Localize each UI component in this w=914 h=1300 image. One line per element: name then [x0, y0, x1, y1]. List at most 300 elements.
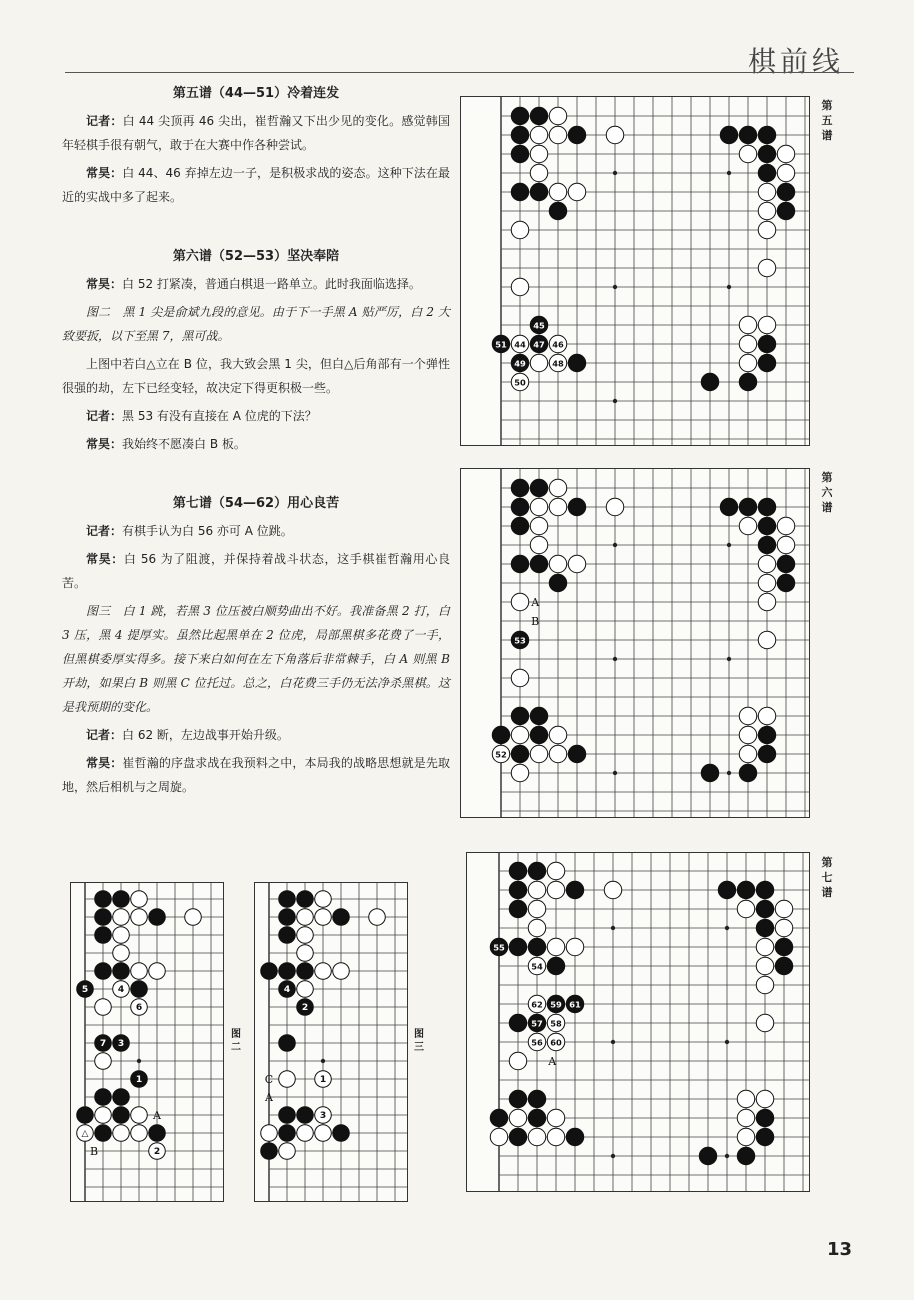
white-stone: [511, 726, 528, 743]
black-stone: [113, 963, 130, 980]
white-stone: [279, 1143, 296, 1160]
white-stone: [511, 373, 528, 390]
svg-text:59: 59: [550, 999, 562, 1010]
black-stone: [528, 938, 545, 955]
white-stone: [737, 900, 754, 917]
black-stone: [530, 707, 547, 724]
white-stone: [297, 1125, 314, 1142]
point-label: A: [153, 1109, 161, 1122]
white-stone: [530, 145, 547, 162]
black-stone: [758, 498, 775, 515]
white-stone: [297, 981, 314, 998]
white-stone: [547, 881, 564, 898]
white-stone: [756, 957, 773, 974]
black-stone: [739, 498, 756, 515]
star-point: [137, 1059, 141, 1063]
white-stone: [95, 1107, 112, 1124]
black-stone: [492, 726, 509, 743]
white-stone: [333, 963, 350, 980]
black-stone: [77, 1107, 94, 1124]
black-stone: [131, 981, 148, 998]
black-stone: [566, 995, 583, 1012]
white-stone: [131, 1125, 148, 1142]
white-stone: [315, 909, 332, 926]
diagram-label: 第六谱: [821, 471, 833, 514]
white-stone: [756, 1014, 773, 1031]
white-stone: [568, 555, 585, 572]
black-stone: [547, 995, 564, 1012]
point-label: A: [265, 1091, 273, 1104]
svg-text:2: 2: [301, 1003, 309, 1014]
svg-text:55: 55: [493, 942, 505, 953]
white-stone: [490, 1128, 507, 1145]
white-stone: [113, 927, 130, 944]
white-stone: [113, 945, 130, 962]
paragraph: 记者：白 62 断，左边战事开始升级。: [86, 728, 289, 742]
white-stone: [777, 517, 794, 534]
paragraph: 记者：有棋手认为白 56 亦可 A 位跳。: [86, 524, 293, 538]
black-stone: [568, 354, 585, 371]
white-stone: [509, 1052, 526, 1069]
black-stone: [530, 183, 547, 200]
go-diagram-fig2: [70, 882, 224, 1202]
white-stone: [777, 536, 794, 553]
svg-text:56: 56: [531, 1037, 543, 1048]
paragraph: 图三 白 1 跳，若黑 3 位压被白顺势曲出不好。我准备黑 2 打，白 3 压，黑 4 提厚实。虽然比起黑单在 2 位虎，局部黑棋多花费了一手，但黑棋委厚实得多。接下来白如何在左下角落后非常棘手，白 A 则黑 B 开劫，如果白 B 则黑 C 位托过。总之，白花费三手仍无法净杀黑棋。这是我预期的变化。: [62, 604, 450, 714]
go-diagram-5: [460, 96, 810, 446]
black-stone: [333, 909, 350, 926]
white-stone: [758, 202, 775, 219]
black-stone: [279, 927, 296, 944]
star-point: [611, 1040, 615, 1044]
black-stone: [739, 373, 756, 390]
white-stone: [549, 745, 566, 762]
black-stone: [758, 726, 775, 743]
point-label: A: [548, 1055, 557, 1068]
white-stone: [131, 999, 148, 1016]
svg-text:47: 47: [533, 339, 545, 350]
white-stone: [739, 517, 756, 534]
white-stone: [149, 1143, 166, 1160]
white-stone: [315, 963, 332, 980]
black-stone: [756, 919, 773, 936]
diagram-label: 第五谱: [821, 99, 833, 142]
point-label: B: [89, 1145, 99, 1158]
white-stone: [606, 498, 623, 515]
white-stone: [547, 1033, 564, 1050]
section-title: 第七谱（54—62）用心良苦: [172, 496, 340, 511]
svg-text:1: 1: [319, 1075, 327, 1086]
white-stone: [528, 1128, 545, 1145]
svg-text:△: △: [81, 1129, 89, 1140]
black-stone: [131, 1071, 148, 1088]
white-stone: [549, 555, 566, 572]
svg-text:1: 1: [135, 1075, 143, 1086]
black-stone: [758, 164, 775, 181]
white-stone: [739, 707, 756, 724]
svg-text:54: 54: [531, 961, 543, 972]
svg-text:57: 57: [531, 1018, 543, 1029]
white-stone: [758, 259, 775, 276]
svg-text:50: 50: [514, 377, 526, 388]
white-stone: [739, 145, 756, 162]
black-stone: [95, 963, 112, 980]
black-stone: [509, 862, 526, 879]
black-stone: [528, 1014, 545, 1031]
article-text: [62, 72, 450, 803]
white-stone: [758, 574, 775, 591]
white-stone: [758, 593, 775, 610]
white-stone: [547, 1109, 564, 1126]
black-stone: [758, 517, 775, 534]
black-stone: [701, 764, 718, 781]
black-stone: [568, 745, 585, 762]
white-stone: [279, 1071, 296, 1088]
black-stone: [490, 938, 507, 955]
black-stone: [95, 891, 112, 908]
svg-text:61: 61: [569, 999, 581, 1010]
black-stone: [528, 1090, 545, 1107]
star-point: [727, 771, 731, 775]
black-stone: [333, 1125, 350, 1142]
black-stone: [511, 107, 528, 124]
star-point: [613, 285, 617, 289]
black-stone: [530, 726, 547, 743]
black-stone: [261, 963, 278, 980]
white-stone: [511, 764, 528, 781]
point-label: C: [264, 1073, 274, 1086]
black-stone: [777, 555, 794, 572]
black-stone: [720, 498, 737, 515]
white-stone: [739, 354, 756, 371]
black-stone: [511, 517, 528, 534]
star-point: [611, 926, 615, 930]
svg-text:51: 51: [495, 339, 507, 350]
white-stone: [530, 745, 547, 762]
white-stone: [549, 126, 566, 143]
white-stone: [511, 278, 528, 295]
black-stone: [511, 354, 528, 371]
black-stone: [775, 957, 792, 974]
white-stone: [549, 354, 566, 371]
black-stone: [279, 981, 296, 998]
white-stone: [113, 981, 130, 998]
black-stone: [566, 1128, 583, 1145]
white-stone: [113, 909, 130, 926]
black-stone: [511, 745, 528, 762]
black-stone: [547, 957, 564, 974]
black-stone: [279, 891, 296, 908]
black-stone: [549, 202, 566, 219]
svg-text:2: 2: [153, 1147, 161, 1158]
point-label: A: [531, 596, 540, 609]
white-stone: [758, 221, 775, 238]
white-stone: [758, 631, 775, 648]
black-stone: [509, 938, 526, 955]
black-stone: [297, 999, 314, 1016]
black-stone: [511, 498, 528, 515]
white-stone: [528, 995, 545, 1012]
white-stone: [549, 498, 566, 515]
svg-text:3: 3: [319, 1111, 327, 1122]
black-stone: [739, 764, 756, 781]
page-number: 13: [826, 1239, 852, 1260]
black-stone: [95, 909, 112, 926]
black-stone: [509, 900, 526, 917]
white-stone: [528, 919, 545, 936]
white-stone: [297, 909, 314, 926]
black-stone: [509, 1090, 526, 1107]
black-stone: [95, 1125, 112, 1142]
black-stone: [758, 354, 775, 371]
white-stone: [511, 593, 528, 610]
white-stone: [528, 881, 545, 898]
star-point: [725, 1040, 729, 1044]
black-stone: [511, 145, 528, 162]
white-stone: [511, 669, 528, 686]
black-stone: [95, 1035, 112, 1052]
white-stone: [369, 909, 386, 926]
paragraph: 常昊：白 56 为了阻渡，并保持着战斗状态，这手棋崔哲瀚用心良苦。: [62, 552, 450, 590]
black-stone: [95, 927, 112, 944]
point-label: B: [264, 1145, 274, 1158]
point-label: B: [531, 615, 540, 628]
white-stone: [511, 221, 528, 238]
section-title: 第五谱（44—51）冷着连发: [172, 86, 340, 101]
black-stone: [549, 574, 566, 591]
white-stone: [509, 1109, 526, 1126]
white-stone: [737, 1090, 754, 1107]
black-stone: [777, 574, 794, 591]
white-stone: [547, 1014, 564, 1031]
black-stone: [511, 479, 528, 496]
white-stone: [549, 726, 566, 743]
black-stone: [113, 1107, 130, 1124]
star-point: [321, 1059, 325, 1063]
black-stone: [777, 183, 794, 200]
white-stone: [315, 1125, 332, 1142]
white-stone: [775, 900, 792, 917]
black-stone: [113, 891, 130, 908]
white-stone: [775, 919, 792, 936]
white-stone: [737, 1109, 754, 1126]
white-stone: [131, 963, 148, 980]
white-stone: [530, 164, 547, 181]
black-stone: [528, 862, 545, 879]
black-stone: [511, 126, 528, 143]
white-stone: [568, 183, 585, 200]
black-stone: [530, 555, 547, 572]
black-stone: [737, 1147, 754, 1164]
black-stone: [758, 126, 775, 143]
star-point: [727, 285, 731, 289]
white-stone: [758, 707, 775, 724]
black-stone: [95, 1089, 112, 1106]
white-stone: [528, 1033, 545, 1050]
black-stone: [297, 891, 314, 908]
black-stone: [509, 881, 526, 898]
black-stone: [279, 1107, 296, 1124]
go-diagram-fig3: [254, 882, 408, 1202]
star-point: [611, 1154, 615, 1158]
star-point: [613, 771, 617, 775]
white-stone: [95, 999, 112, 1016]
white-stone: [297, 927, 314, 944]
black-stone: [511, 555, 528, 572]
svg-text:49: 49: [514, 358, 526, 369]
white-stone: [95, 1053, 112, 1070]
white-stone: [739, 316, 756, 333]
star-point: [613, 399, 617, 403]
black-stone: [530, 479, 547, 496]
black-stone: [279, 1125, 296, 1142]
svg-text:52: 52: [495, 749, 507, 760]
white-stone: [549, 183, 566, 200]
black-stone: [511, 707, 528, 724]
star-point: [727, 171, 731, 175]
white-stone: [315, 891, 332, 908]
black-stone: [279, 963, 296, 980]
white-stone: [777, 164, 794, 181]
white-stone: [530, 354, 547, 371]
white-stone: [131, 891, 148, 908]
svg-text:44: 44: [514, 339, 526, 350]
black-stone: [149, 1125, 166, 1142]
black-stone: [756, 1109, 773, 1126]
svg-text:62: 62: [531, 999, 543, 1010]
white-stone: [149, 963, 166, 980]
white-stone: [511, 335, 528, 352]
white-stone: [315, 1071, 332, 1088]
black-stone: [113, 1089, 130, 1106]
paragraph: 记者：黑 53 有没有直接在 A 位虎的下法？: [86, 409, 317, 423]
star-point: [613, 657, 617, 661]
black-stone: [511, 183, 528, 200]
white-stone: [739, 335, 756, 352]
white-stone: [739, 726, 756, 743]
black-stone: [699, 1147, 716, 1164]
white-stone: [604, 881, 621, 898]
black-stone: [758, 745, 775, 762]
white-stone: [131, 1107, 148, 1124]
black-stone: [279, 1035, 296, 1052]
svg-text:60: 60: [550, 1037, 562, 1048]
black-stone: [756, 900, 773, 917]
paragraph: 记者：白 44 尖顶再 46 尖出，崔哲瀚又下出少见的变化。感觉韩国年轻棋手很有朝气，敢于在大赛中作各种尝试。: [62, 114, 450, 152]
black-stone: [720, 126, 737, 143]
white-stone: [547, 862, 564, 879]
star-point: [727, 543, 731, 547]
white-stone: [739, 745, 756, 762]
star-point: [727, 657, 731, 661]
svg-text:45: 45: [533, 320, 545, 331]
black-stone: [490, 1109, 507, 1126]
figure-label: 图三: [414, 1029, 424, 1053]
black-stone: [530, 316, 547, 333]
paragraph: 图二 黑 1 尖是俞斌九段的意见。由于下一手黑 A 贴严厉，白 2 大致要扳，以下至黑 7，黑可战。: [62, 305, 450, 343]
black-stone: [530, 335, 547, 352]
go-diagram-7: [466, 852, 810, 1192]
white-stone: [549, 107, 566, 124]
black-stone: [718, 881, 735, 898]
svg-text:46: 46: [552, 339, 564, 350]
svg-text:48: 48: [552, 358, 564, 369]
svg-text:3: 3: [117, 1039, 125, 1050]
star-point: [725, 1154, 729, 1158]
paragraph: 常昊：崔哲瀚的序盘求战在我预料之中，本局我的战略思想就是先取地，然后相机与之周旋。: [62, 756, 450, 794]
star-point: [613, 543, 617, 547]
black-stone: [113, 1035, 130, 1052]
header-title: 棋前线: [747, 45, 844, 78]
white-stone: [528, 957, 545, 974]
paragraph: 常昊：白 52 打紧凑，普通白棋退一路单立。此时我面临选择。: [86, 277, 421, 291]
white-stone: [530, 517, 547, 534]
section-title: 第六谱（52—53）坚决奉陪: [172, 249, 340, 264]
black-stone: [530, 107, 547, 124]
star-point: [613, 171, 617, 175]
white-stone: [758, 555, 775, 572]
white-stone: [756, 1090, 773, 1107]
white-stone: [737, 1128, 754, 1145]
white-stone: [756, 976, 773, 993]
svg-text:5: 5: [81, 985, 89, 996]
white-stone: [547, 938, 564, 955]
black-stone: [509, 1014, 526, 1031]
black-stone: [775, 938, 792, 955]
white-stone: [77, 1125, 94, 1142]
white-stone: [549, 479, 566, 496]
white-stone: [530, 536, 547, 553]
black-stone: [77, 981, 94, 998]
white-stone: [756, 938, 773, 955]
white-stone: [297, 945, 314, 962]
white-stone: [566, 938, 583, 955]
paragraph: 常昊：我始终不愿凑白 B 板。: [86, 437, 246, 451]
white-stone: [606, 126, 623, 143]
black-stone: [758, 536, 775, 553]
white-stone: [261, 1125, 278, 1142]
black-stone: [568, 498, 585, 515]
black-stone: [739, 126, 756, 143]
svg-text:6: 6: [135, 1003, 143, 1014]
black-stone: [492, 335, 509, 352]
star-point: [725, 926, 729, 930]
white-stone: [315, 1107, 332, 1124]
black-stone: [511, 631, 528, 648]
black-stone: [149, 909, 166, 926]
black-stone: [297, 963, 314, 980]
white-stone: [547, 1128, 564, 1145]
go-diagram-6: [460, 468, 810, 818]
svg-text:58: 58: [550, 1018, 562, 1029]
white-stone: [113, 1125, 130, 1142]
paragraph: 常昊：白 44、46 弃掉左边一子，是积极求战的姿态。这种下法在最近的实战中多了起来。: [62, 166, 450, 204]
black-stone: [568, 126, 585, 143]
diagram-label: 第七谱: [821, 856, 833, 899]
black-stone: [279, 909, 296, 926]
svg-text:4: 4: [283, 985, 291, 996]
white-stone: [185, 909, 202, 926]
white-stone: [777, 145, 794, 162]
white-stone: [758, 316, 775, 333]
svg-text:7: 7: [99, 1039, 107, 1050]
svg-text:4: 4: [117, 985, 125, 996]
black-stone: [701, 373, 718, 390]
black-stone: [509, 1128, 526, 1145]
black-stone: [528, 1109, 545, 1126]
svg-text:53: 53: [514, 635, 526, 646]
black-stone: [777, 202, 794, 219]
